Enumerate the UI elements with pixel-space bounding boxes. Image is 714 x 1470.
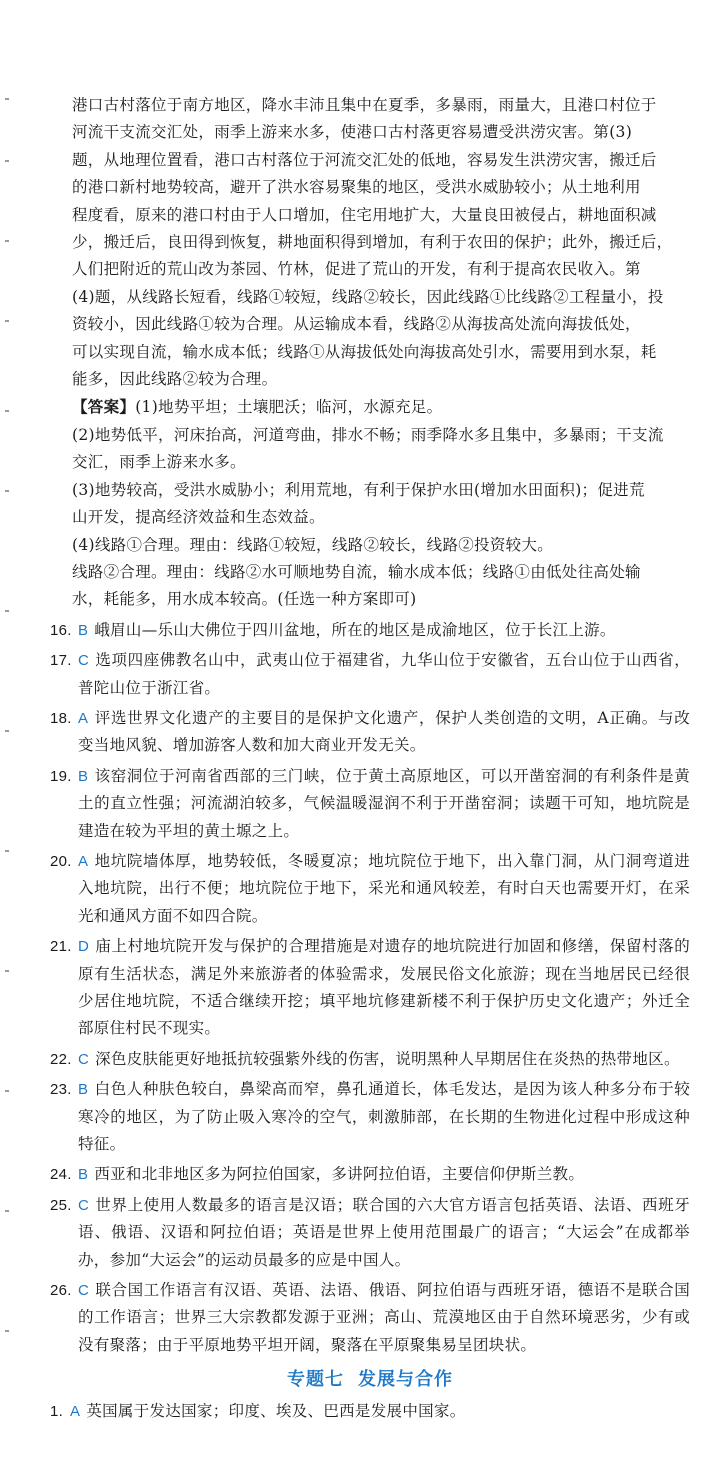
question-item bbox=[50, 763, 690, 845]
explanation-line: 资较小，因此线路①较为合理。从运输成本看，线路②从海拔高处流向海拔低处， bbox=[72, 315, 641, 334]
explanation-line: 可以实现自流，输水成本低；线路①从海拔低处向海拔高处引水，需要用到水泵，耗 bbox=[72, 342, 657, 361]
answer-line bbox=[50, 393, 690, 421]
section-number: 专题七 bbox=[287, 1369, 344, 1391]
question-item bbox=[50, 1398, 690, 1425]
answer-option: B bbox=[78, 1166, 89, 1184]
question-item bbox=[50, 705, 690, 760]
question-number: 25. bbox=[50, 1196, 72, 1214]
answer-line: (4)线路①合理。理由：线路①较短，线路②较长，线路②投资较大。 bbox=[72, 535, 554, 554]
question-number: 19. bbox=[50, 767, 72, 785]
explanation-line: 少，搬迁后，良田得到恢复，耕地面积得到增加，有利于农田的保护；此外，搬迁后， bbox=[72, 233, 673, 252]
question-number: 16. bbox=[50, 621, 72, 639]
question-explanation: 英国属于发达国家；印度、埃及、巴西是发展中国家。 bbox=[86, 1402, 466, 1421]
answer-line: (2)地势低平，河床抬高，河道弯曲，排水不畅；雨季降水多且集中，多暴雨；干支流 bbox=[72, 425, 664, 444]
explanation-line: 港口古村落位于南方地区，降水丰沛且集中在夏季，多暴雨，雨量大，且港口村位于 bbox=[72, 96, 657, 114]
explanation-line: 题，从地理位置看，港口古村落位于河流交汇处的低地，容易发生洪涝灾害，搬迁后 bbox=[72, 150, 657, 169]
answer-option: A bbox=[78, 709, 89, 727]
question-item bbox=[50, 617, 690, 644]
edge-tick bbox=[5, 160, 9, 162]
answer-text: (1)地势平坦；土壤肥沃；临河，水源充足。 bbox=[135, 398, 443, 417]
answer-block bbox=[50, 393, 690, 613]
question-item bbox=[50, 848, 690, 930]
question-number: 21. bbox=[50, 938, 72, 956]
question-item bbox=[50, 1161, 690, 1188]
answer-option: D bbox=[78, 938, 90, 956]
question-number: 18. bbox=[50, 709, 72, 727]
question-explanation: 该窑洞位于河南省西部的三门峡，位于黄土高原地区，可以开凿窑洞的有利条件是黄土的直立性强；河流湖泊较多，气候温暖湿润不利于开凿窑洞；读题干可知，地坑院是建造在较为平坦的黄土塬之上。 bbox=[78, 766, 690, 840]
edge-tick bbox=[5, 490, 9, 492]
question-list bbox=[50, 617, 690, 1360]
answer-option: A bbox=[70, 1403, 81, 1421]
question-number: 23. bbox=[50, 1081, 72, 1099]
answer-line: 山开发，提高经济效益和生态效益。 bbox=[72, 508, 325, 527]
question-item bbox=[50, 1277, 690, 1359]
edge-tick bbox=[5, 1210, 9, 1212]
explanation-line: 河流干支流交汇处，雨季上游来水多，使港口古村落更容易遭受洪涝灾害。第(3) bbox=[72, 123, 633, 142]
question-number: 22. bbox=[50, 1050, 72, 1068]
question-number: 20. bbox=[50, 852, 72, 870]
question-explanation: 世界上使用人数最多的语言是汉语；联合国的六大官方语言包括英语、法语、西班牙语、俄语、汉语和阿拉伯语；英语是世界上使用范围最广的语言；“大运会”在成都举办，参加“大运会”的运动员最多的应是中国人。 bbox=[78, 1195, 690, 1269]
explanation-line: 的港口新村地势较高，避开了洪水容易聚集的地区，受洪水威胁较小；从土地利用 bbox=[72, 178, 641, 197]
binding-edge-marks bbox=[2, 90, 14, 1390]
question-explanation: 白色人种肤色较白，鼻梁高而窄，鼻孔通道长，体毛发达，是因为该人种多分布于较寒冷的地区，为了防止吸入寒冷的空气，刺激肺部，在长期的生物进化过程中形成这种特征。 bbox=[78, 1080, 690, 1154]
question-item bbox=[50, 1192, 690, 1274]
question-explanation: 地坑院墙体厚，地势较低，冬暖夏凉；地坑院位于地下，出入靠门洞，从门洞弯道进入地坑院，出行不便；地坑院位于地下，采光和通风较差，有时白天也需要开灯，在采光和通风方面不如四合院。 bbox=[78, 851, 690, 925]
question-item bbox=[50, 933, 690, 1043]
edge-tick bbox=[5, 1330, 9, 1332]
edge-tick bbox=[5, 850, 9, 852]
explanation-block bbox=[50, 92, 690, 393]
answer-option: C bbox=[78, 1282, 90, 1300]
question-explanation: 西亚和北非地区多为阿拉伯国家，多讲阿拉伯语，主要信仰伊斯兰教。 bbox=[94, 1165, 585, 1184]
answer-line: (3)地势较高，受洪水威胁小；利用荒地，有利于保护水田(增加水田面积)；促进荒 bbox=[72, 480, 645, 499]
section-heading bbox=[50, 1365, 690, 1395]
section-name: 发展与合作 bbox=[358, 1369, 453, 1391]
question-number: 26. bbox=[50, 1282, 72, 1300]
edge-tick bbox=[5, 1090, 9, 1092]
question-item bbox=[50, 1046, 690, 1073]
question-explanation: 庙上村地坑院开发与保护的合理措施是对遗存的地坑院进行加固和修缮，保留村落的原有生活状态，满足外来旅游者的体验需求，发展民俗文化旅游；现在当地居民已经很少居住地坑院，不适合继续开挖；填平地坑修建新楼不利于保护历史文化遗产；外迁全部原住村民不现实。 bbox=[78, 937, 690, 1038]
question-number: 24. bbox=[50, 1166, 72, 1184]
answer-line: 水，耗能多，用水成本较高。(任选一种方案即可) bbox=[72, 590, 417, 609]
question-explanation: 评选世界文化遗产的主要目的是保护文化遗产，保护人类创造的文明，A正确。与改变当地风貌、增加游客人数和加大商业开发无关。 bbox=[78, 708, 690, 755]
answer-option: A bbox=[78, 852, 89, 870]
answer-content bbox=[50, 92, 690, 1426]
question-explanation: 联合国工作语言有汉语、英语、法语、俄语、阿拉伯语与西班牙语，德语不是联合国的工作语言；世界三大宗教都发源于亚洲；高山、荒漠地区由于自然环境恶劣，少有或没有聚落；由于平原地势平坦开阔，聚落在平原聚集易呈团块状。 bbox=[78, 1281, 690, 1354]
question-item bbox=[50, 1076, 690, 1158]
section-question-list bbox=[50, 1398, 690, 1425]
question-item bbox=[50, 647, 690, 702]
question-explanation: 选项四座佛教名山中，武夷山位于福建省，九华山位于安徽省，五台山位于山西省，普陀山位于浙江省。 bbox=[78, 651, 690, 697]
edge-tick bbox=[5, 240, 9, 242]
answer-option: C bbox=[78, 652, 90, 670]
edge-tick bbox=[5, 410, 9, 412]
question-explanation: 峨眉山—乐山大佛位于四川盆地，所在的地区是成渝地区，位于长江上游。 bbox=[94, 620, 616, 639]
answer-label: 【答案】 bbox=[72, 397, 136, 417]
edge-tick bbox=[5, 970, 9, 972]
edge-tick bbox=[5, 98, 9, 100]
edge-tick bbox=[5, 320, 9, 322]
edge-tick bbox=[5, 730, 9, 732]
answer-option: B bbox=[78, 621, 89, 639]
answer-option: B bbox=[78, 767, 89, 785]
answer-option: C bbox=[78, 1050, 90, 1068]
answer-option: C bbox=[78, 1196, 90, 1214]
question-number: 1. bbox=[50, 1403, 64, 1421]
answer-option: B bbox=[78, 1081, 89, 1099]
answer-line: 交汇，雨季上游来水多。 bbox=[72, 453, 246, 472]
edge-tick bbox=[5, 610, 9, 612]
answer-line: 线路②合理。理由：线路②水可顺地势自流，输水成本低；线路①由低处往高处输 bbox=[72, 562, 641, 581]
explanation-line: (4)题，从线路长短看，线路①较短，线路②较长，因此线路①比线路②工程量小，投 bbox=[72, 287, 664, 306]
explanation-line: 能多，因此线路②较为合理。 bbox=[72, 370, 278, 389]
question-number: 17. bbox=[50, 652, 72, 670]
explanation-line: 程度看，原来的港口村由于人口增加，住宅用地扩大，大量良田被侵占，耕地面积减 bbox=[72, 205, 657, 224]
question-explanation: 深色皮肤能更好地抵抗较强紫外线的伤害，说明黑种人早期居住在炎热的热带地区。 bbox=[95, 1049, 680, 1068]
explanation-line: 人们把附近的荒山改为茶园、竹林，促进了荒山的开发，有利于提高农民收入。第 bbox=[72, 260, 641, 279]
